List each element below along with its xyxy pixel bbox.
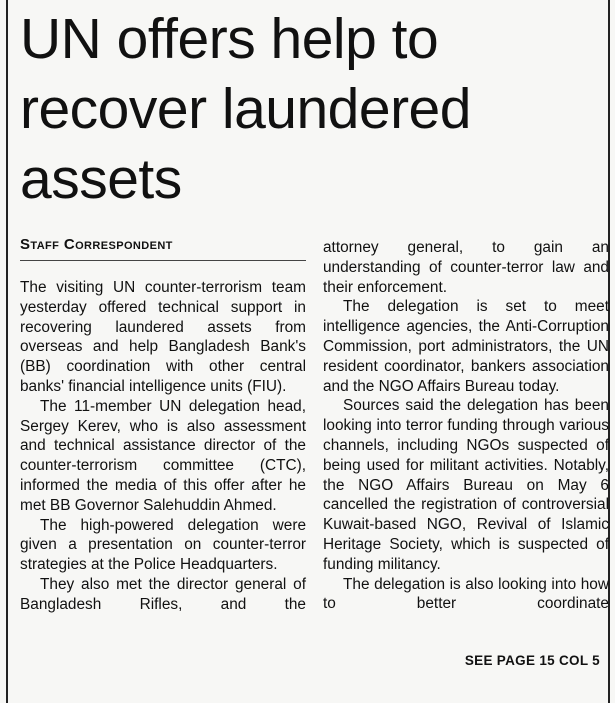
paragraph: The 11-member UN delegation head, Sergey Kerev, who is also assessment and technical assistance director of the counter-terrorism committee (CTC), informed the media of this offer after he met BB Governor Salehuddin Ahmed. — [20, 397, 306, 514]
paragraph: They also met the director general of Bangladesh Rifles, and the — [20, 575, 306, 613]
paragraph: attorney general, to gain an understanding of counter-terror law and their enforcement. — [323, 239, 609, 296]
paragraph: The delegation is set to meet intelligence agencies, the Anti-Corruption Commission, port administrators, the UN resident coordinator, bankers association and the NGO Affairs Bureau today. — [323, 298, 609, 395]
continuation-jump-line: SEE PAGE 15 COL 5 — [464, 653, 600, 668]
byline: Staff Correspondent — [20, 236, 173, 253]
column-1-body — [20, 278, 306, 615]
paragraph: The delegation is also looking into how to better coordinate — [323, 575, 609, 613]
byline-divider — [20, 260, 306, 261]
paragraph: Sources said the delegation has been looking into terror funding through various channels, including NGOs suspected of being used for militant activities. Notably, the NGO Affairs Bureau on May 6 cancelled the registration of controversial Kuwait-based NGO, Revival of Islamic Heritage Society, which is suspected of funding militancy. — [323, 397, 609, 573]
headline: UN offers help to recover laundered assets — [20, 7, 471, 211]
column-2-body — [323, 238, 609, 614]
paragraph: The high-powered delegation were given a presentation on counter-terror strategies at the Police Headquarters. — [20, 516, 306, 574]
left-column-rule — [6, 0, 8, 703]
paragraph: The visiting UN counter-terrorism team yesterday offered technical support in recovering laundered assets from overseas and help Bangladesh Bank's (BB) coordination with other central banks' financial intelligence units (FIU). — [20, 279, 306, 395]
